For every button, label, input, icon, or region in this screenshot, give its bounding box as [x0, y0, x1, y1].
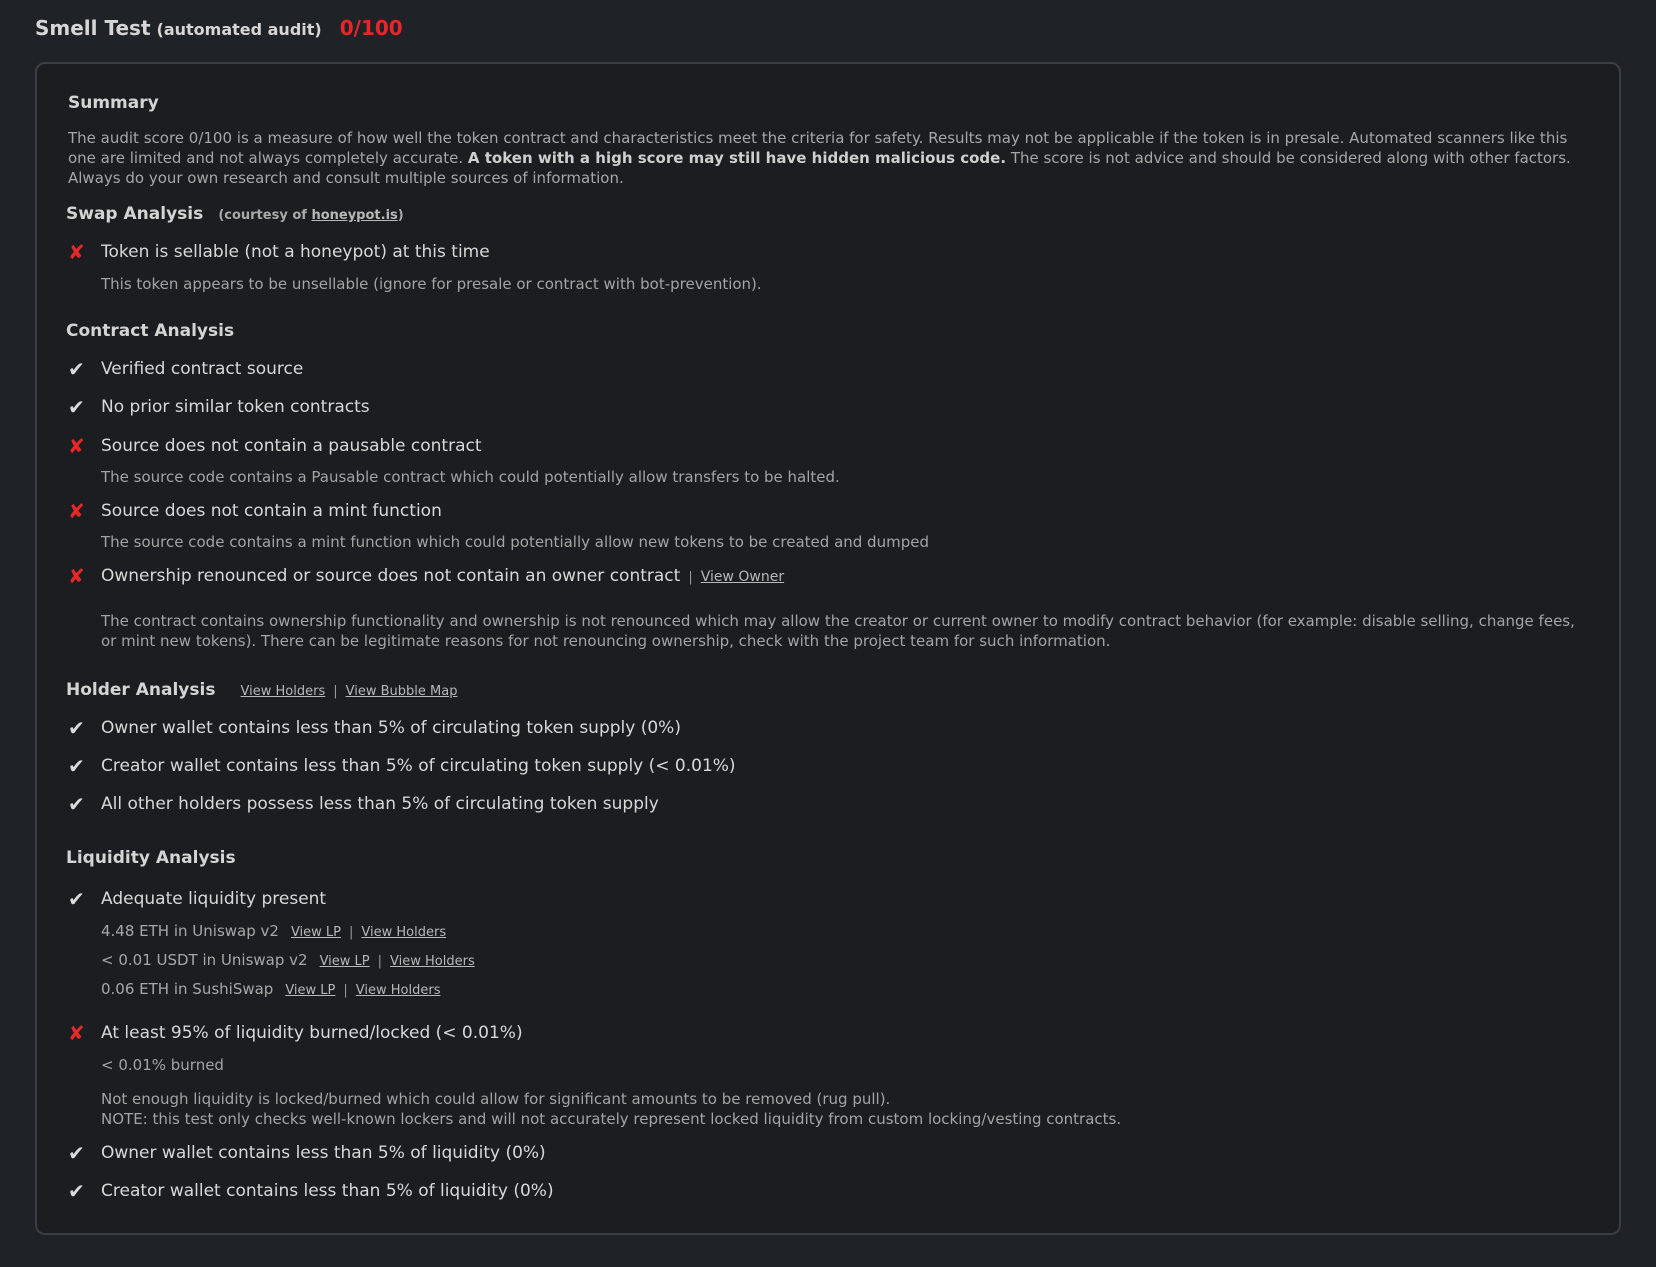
view-holders-link[interactable]: View Holders: [361, 925, 447, 940]
separator: |: [377, 954, 383, 969]
pool-row: [101, 980, 441, 998]
liquidity-item-label: Owner wallet contains less than 5% of liquidity (0%): [101, 1143, 546, 1163]
view-holders-link[interactable]: View Holders: [390, 954, 475, 969]
swap-courtesy: [218, 208, 403, 223]
contract-item-label: Source does not contain a mint function: [101, 501, 442, 521]
summary-text-b: The score is not advice and should be considered along with other factors. Always do your own research and consult multiple sources of information.: [68, 149, 1571, 187]
page-subtitle: (automated audit): [156, 20, 322, 39]
check-icon: ✔: [68, 716, 85, 740]
pool-text: 4.48 ETH in Uniswap v2: [101, 922, 279, 940]
separator: |: [349, 925, 354, 940]
holder-item-label: All other holders possess less than 5% of circulating token supply: [101, 794, 659, 814]
liquidity-burned-label: At least 95% of liquidity burned/locked (< 0.01%): [101, 1023, 523, 1043]
contract-item-note: The contract contains ownership functionality and ownership is not renounced which may allow the creator or current owner to modify contract behavior (for example: disable selling, change fees, or mint new tokens). There can be legitimate reasons for not renouncing ownership, check with the project team for such information.: [101, 612, 1575, 650]
cross-icon: ✘: [68, 434, 85, 458]
pool-text: 0.06 ETH in SushiSwap: [101, 980, 274, 998]
swap-heading-row: [66, 204, 404, 224]
summary-text-a: The audit score 0/100 is a measure of how well the token contract and characteristics meet the criteria for safety. Results may not be applicable if the token is in presale. Automated scanners like this one are limited and not always completely accurate.: [68, 129, 1568, 167]
contract-item-label: No prior similar token contracts: [101, 397, 370, 417]
holder-heading: Holder Analysis: [66, 680, 216, 700]
page-header: [35, 16, 403, 40]
page-title: Smell Test: [35, 16, 151, 40]
check-icon: ✔: [68, 1179, 85, 1203]
summary-text: [68, 128, 1588, 188]
cross-icon: ✘: [68, 564, 85, 588]
separator: |: [343, 983, 348, 998]
summary-text-bold: A token with a high score may still have hidden malicious code.: [467, 149, 1007, 167]
check-icon: ✔: [68, 792, 85, 816]
courtesy-post: ): [397, 208, 404, 223]
swap-item-label: Token is sellable (not a honeypot) at this time: [101, 242, 490, 262]
separator: |: [688, 570, 693, 585]
contract-item-label: Source does not contain a pausable contract: [101, 436, 482, 456]
liquidity-burned-note: Not enough liquidity is locked/burned which could allow for significant amounts to be removed (rug pull).: [101, 1090, 891, 1108]
swap-heading: Swap Analysis: [66, 204, 204, 224]
owner-row: [101, 566, 784, 586]
audit-score: 0/100: [339, 16, 403, 40]
courtesy-pre: (courtesy of: [218, 208, 312, 223]
liquidity-adequate-label: Adequate liquidity present: [101, 889, 327, 909]
pool-row: [101, 951, 475, 969]
check-icon: ✔: [68, 754, 85, 778]
contract-item-label: Verified contract source: [101, 359, 304, 379]
view-holders-link[interactable]: View Holders: [355, 983, 441, 998]
cross-icon: ✘: [68, 240, 85, 264]
contract-item-label: Ownership renounced or source does not contain an owner contract: [101, 566, 681, 586]
cross-icon: ✘: [68, 499, 85, 523]
view-bubble-map-link[interactable]: View Bubble Map: [345, 684, 458, 699]
pool-row: [101, 922, 446, 940]
contract-item-note: The source code contains a mint function which could potentially allow new tokens to be created and dumped: [101, 533, 929, 551]
contract-heading: Contract Analysis: [66, 321, 235, 341]
check-icon: ✔: [68, 357, 85, 381]
swap-item-note: This token appears to be unsellable (ignore for presale or contract with bot-prevention).: [101, 275, 762, 293]
pool-text: < 0.01 USDT in Uniswap v2: [101, 951, 308, 969]
contract-item-note: The source code contains a Pausable contract which could potentially allow transfers to be halted.: [101, 468, 840, 486]
check-icon: ✔: [68, 395, 85, 419]
cross-icon: ✘: [68, 1021, 85, 1045]
summary-heading: Summary: [68, 93, 159, 113]
view-owner-link[interactable]: View Owner: [700, 569, 785, 585]
liquidity-burned-amount: < 0.01% burned: [101, 1056, 224, 1074]
liquidity-burned-note-2: NOTE: this test only checks well-known lockers and will not accurately represent locked liquidity from custom locking/vesting contracts.: [101, 1110, 1122, 1128]
view-lp-link[interactable]: View LP: [285, 983, 336, 998]
holder-heading-row: [66, 680, 457, 700]
liquidity-item-label: Creator wallet contains less than 5% of liquidity (0%): [101, 1181, 554, 1201]
check-icon: ✔: [68, 887, 85, 911]
check-icon: ✔: [68, 1141, 85, 1165]
audit-panel: [35, 62, 1621, 1235]
separator: |: [333, 684, 338, 699]
view-holders-link[interactable]: View Holders: [240, 684, 326, 699]
honeypot-link[interactable]: honeypot.is: [311, 208, 398, 223]
holder-item-label: Owner wallet contains less than 5% of circulating token supply (0%): [101, 718, 681, 738]
liquidity-heading: Liquidity Analysis: [66, 848, 236, 868]
holder-item-label: Creator wallet contains less than 5% of circulating token supply (< 0.01%): [101, 756, 736, 776]
view-lp-link[interactable]: View LP: [290, 925, 342, 940]
view-lp-link[interactable]: View LP: [319, 954, 370, 969]
